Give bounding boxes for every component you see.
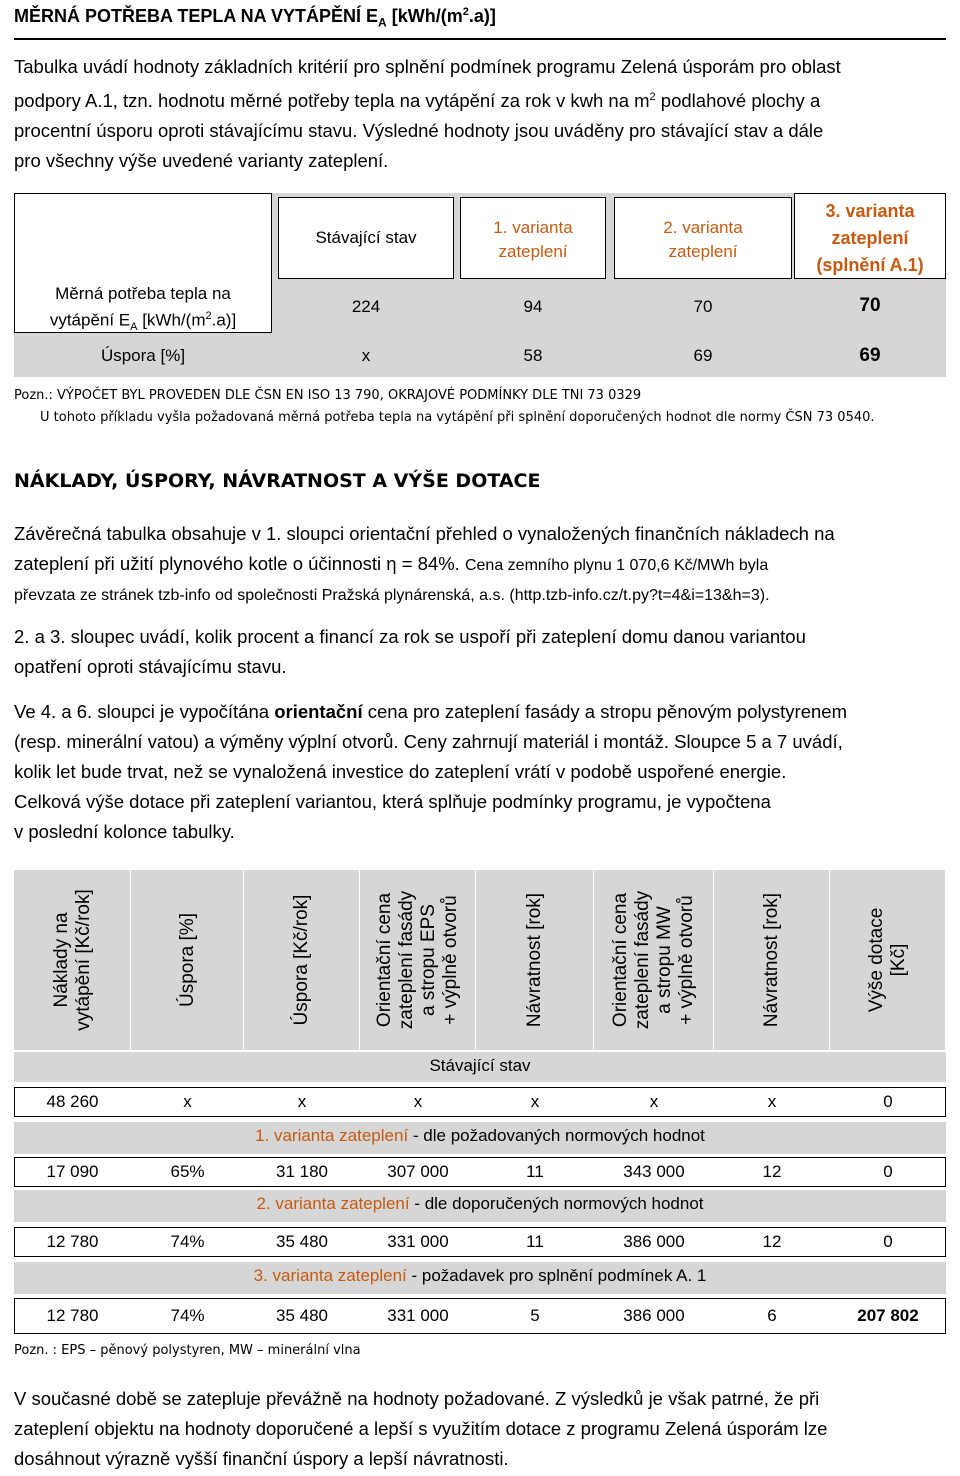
column-header-text: Návratnost [rok] — [761, 892, 782, 1028]
column-header-text: Výše dotace — [866, 907, 887, 1013]
column-header-text: Orientační cena — [610, 892, 631, 1028]
table-cell: 5 — [530, 1306, 540, 1325]
column-header — [131, 870, 244, 1050]
column-header-text: + výplně otvorů — [676, 895, 697, 1025]
column-header-text: Návratnost [rok] — [524, 892, 545, 1028]
column-header-text: Úspora [Kč/rok] — [291, 894, 312, 1026]
table-cell: 11 — [526, 1162, 544, 1181]
table-cell: x — [183, 1092, 192, 1111]
title-rule — [14, 38, 946, 40]
table-cell: x — [649, 1092, 659, 1111]
section-current-label: Stávající stav — [429, 1056, 531, 1075]
costs-paragraph: Závěrečná tabulka obsahuje v 1. sloupci orientační přehled o vynaložených finančních nákladech na zateplení při užití plynového kotle o účinnosti η = 84%. Cena zemního plynu 1 070,6 Kč/MWh byla převzata ze stránek tzb-info od společnosti Pražská plynárenská, a.s. (http.tzb-info.cz/t.py?t=4&i=13&h=3). — [14, 523, 835, 604]
page-title: MĚRNÁ POTŘEBA TEPLA NA VYTÁPĚNÍ $E_A$ $[kWh/(m^2.a)]$ — [14, 6, 496, 30]
column-header-text: a stropu EPS — [418, 904, 439, 1016]
table-cell: 0 — [883, 1232, 893, 1251]
col-v2-label: 2. varianta zateplení — [663, 218, 743, 261]
note-result: U tohoto příkladu vyšla požadovaná měrná potřeba tepla na vytápění při splnění doporučených hodnot dle normy ČSN 73 0540. — [40, 410, 875, 425]
column-header — [714, 870, 830, 1050]
savings-paragraph: 2. a 3. sloupec uvádí, kolik procent a financí za rok se uspoří při zateplení domu danou variantou opatření oproti stávajícímu stavu. — [14, 626, 806, 677]
table-cell: 0 — [883, 1092, 893, 1111]
table-cell: 12 780 — [46, 1306, 99, 1325]
saving-value-v1: 58 — [523, 346, 543, 365]
closing-paragraph: V současné době se zatepluje převážně na hodnoty požadované. Z výsledků je však patrné, že při zateplení objektu na hodnoty doporučené a lepší s využitím dotace z programu Zelená úsporám lze dosáhnout výrazně vyšší finanční úspory a lepší návratnosti. — [14, 1388, 828, 1469]
table-cell: 65% — [170, 1162, 205, 1181]
column-header — [360, 870, 476, 1050]
table-cell: 331 000 — [387, 1306, 449, 1325]
price-paragraph: Ve 4. a 6. sloupci je vypočítána orientační cena pro zateplení fasády a stropu pěnovým polystyrenem (resp. minerální vatou) a výměny výplní otvorů. Ceny zahrnují materiál i montáž. Sloupce 5 a 7 uvádí, kolik let bude trvat, než se vynaložená investice do zateplení vrátí v podobě uspořené energie. Celková výše dotace při zateplení variantou, která splňuje podmínky programu, je vypočtena v poslední kolonce tabulky. — [14, 701, 847, 842]
saving-row-label: Úspora [%] — [100, 346, 186, 365]
section-v1-label: 1. varianta zateplení - dle požadovaných normových hodnot — [255, 1126, 705, 1145]
need-row-label: Měrná potřeba tepla na vytápění $E_A$ $[kWh/(m^2.a)]$ — [49, 284, 237, 334]
need-value-v3: 70 — [859, 295, 881, 316]
need-value-current: 224 — [351, 297, 381, 316]
column-header — [476, 870, 594, 1050]
section-v2-label: 2. varianta zateplení - dle doporučených normových hodnot — [256, 1194, 704, 1213]
section-title-costs: NÁKLADY, ÚSPORY, NÁVRATNOST A VÝŠE DOTACE — [14, 470, 541, 492]
table-cell: 386 000 — [623, 1232, 685, 1251]
column-header-text: vytápění [Kč/rok] — [72, 889, 94, 1031]
section-v3-label: 3. varianta zateplení - požadavek pro splnění podmínek A. 1 — [253, 1266, 707, 1285]
col-current-label: Stávající stav — [315, 228, 417, 247]
need-value-v1: 94 — [523, 297, 543, 316]
table-cell: 207 802 — [857, 1306, 919, 1325]
table-cell: 12 — [762, 1162, 782, 1181]
column-header-text: + výplně otvorů — [440, 895, 461, 1025]
saving-value-v2: 69 — [693, 346, 713, 365]
table-cell: 48 260 — [46, 1092, 99, 1111]
column-header-text: zateplení fasády — [396, 890, 417, 1030]
table-cell: 0 — [883, 1162, 893, 1181]
table-cell: 35 480 — [276, 1306, 328, 1325]
column-header — [244, 870, 360, 1050]
column-header-text: Náklady na — [50, 912, 72, 1008]
table-cell: 17 090 — [46, 1162, 99, 1181]
column-header-text: a stropu MW — [654, 906, 675, 1014]
column-header — [830, 870, 946, 1050]
intro-paragraph: Tabulka uvádí hodnoty základních kritérií pro splnění podmínek programu Zelená úsporám pro oblast podpory A.1, tzn. hodnotu měrné potřeby tepla na vytápění za rok v kwh na $m^2$ podlahové plochy a procentní úsporu oproti stávajícímu stavu. Výsledné hodnoty jsou uváděny pro stávající stav a dále pro všechny výše uvedené varianty zateplení. — [14, 56, 841, 172]
table-cell: x — [767, 1092, 777, 1111]
table-cell: 307 000 — [387, 1162, 449, 1181]
table-cell: 12 — [762, 1232, 782, 1251]
column-header-text: Orientační cena — [374, 892, 395, 1028]
table-cell: x — [530, 1092, 540, 1111]
col-v1-label: 1. varianta zateplení — [493, 218, 573, 261]
table-cell: x — [297, 1092, 307, 1111]
note-abbreviations: Pozn. : EPS – pěnový polystyren, MW – minerální vlna — [14, 1343, 361, 1358]
saving-value-v3: 69 — [859, 345, 881, 366]
column-header-text: Úspora [%] — [176, 913, 198, 1007]
column-header-text: zateplení fasády — [632, 890, 653, 1030]
column-header — [594, 870, 714, 1050]
column-header — [14, 870, 131, 1050]
table-cell: 6 — [767, 1306, 777, 1325]
table-cell: 74% — [170, 1232, 205, 1251]
table-cell: 331 000 — [387, 1232, 449, 1251]
note-calculation: Pozn.: VÝPOČET BYL PROVEDEN DLE ČSN EN ISO 13 790, OKRAJOVÉ PODMÍNKY DLE TNI 73 0329 — [14, 388, 642, 403]
col-v3-label: 3. varianta zateplení (splnění A.1) — [816, 201, 924, 275]
table-cell: 35 480 — [276, 1232, 328, 1251]
saving-value-current: x — [361, 346, 371, 365]
need-value-v2: 70 — [693, 297, 713, 316]
table-cell: 31 180 — [276, 1162, 328, 1181]
column-header-text: [Kč] — [888, 943, 909, 977]
table-cell: 343 000 — [623, 1162, 685, 1181]
table-cell: x — [413, 1092, 423, 1111]
table-cell: 386 000 — [623, 1306, 685, 1325]
table-cell: 74% — [170, 1306, 205, 1325]
table-cell: 11 — [526, 1232, 544, 1251]
table-cell: 12 780 — [46, 1232, 99, 1251]
